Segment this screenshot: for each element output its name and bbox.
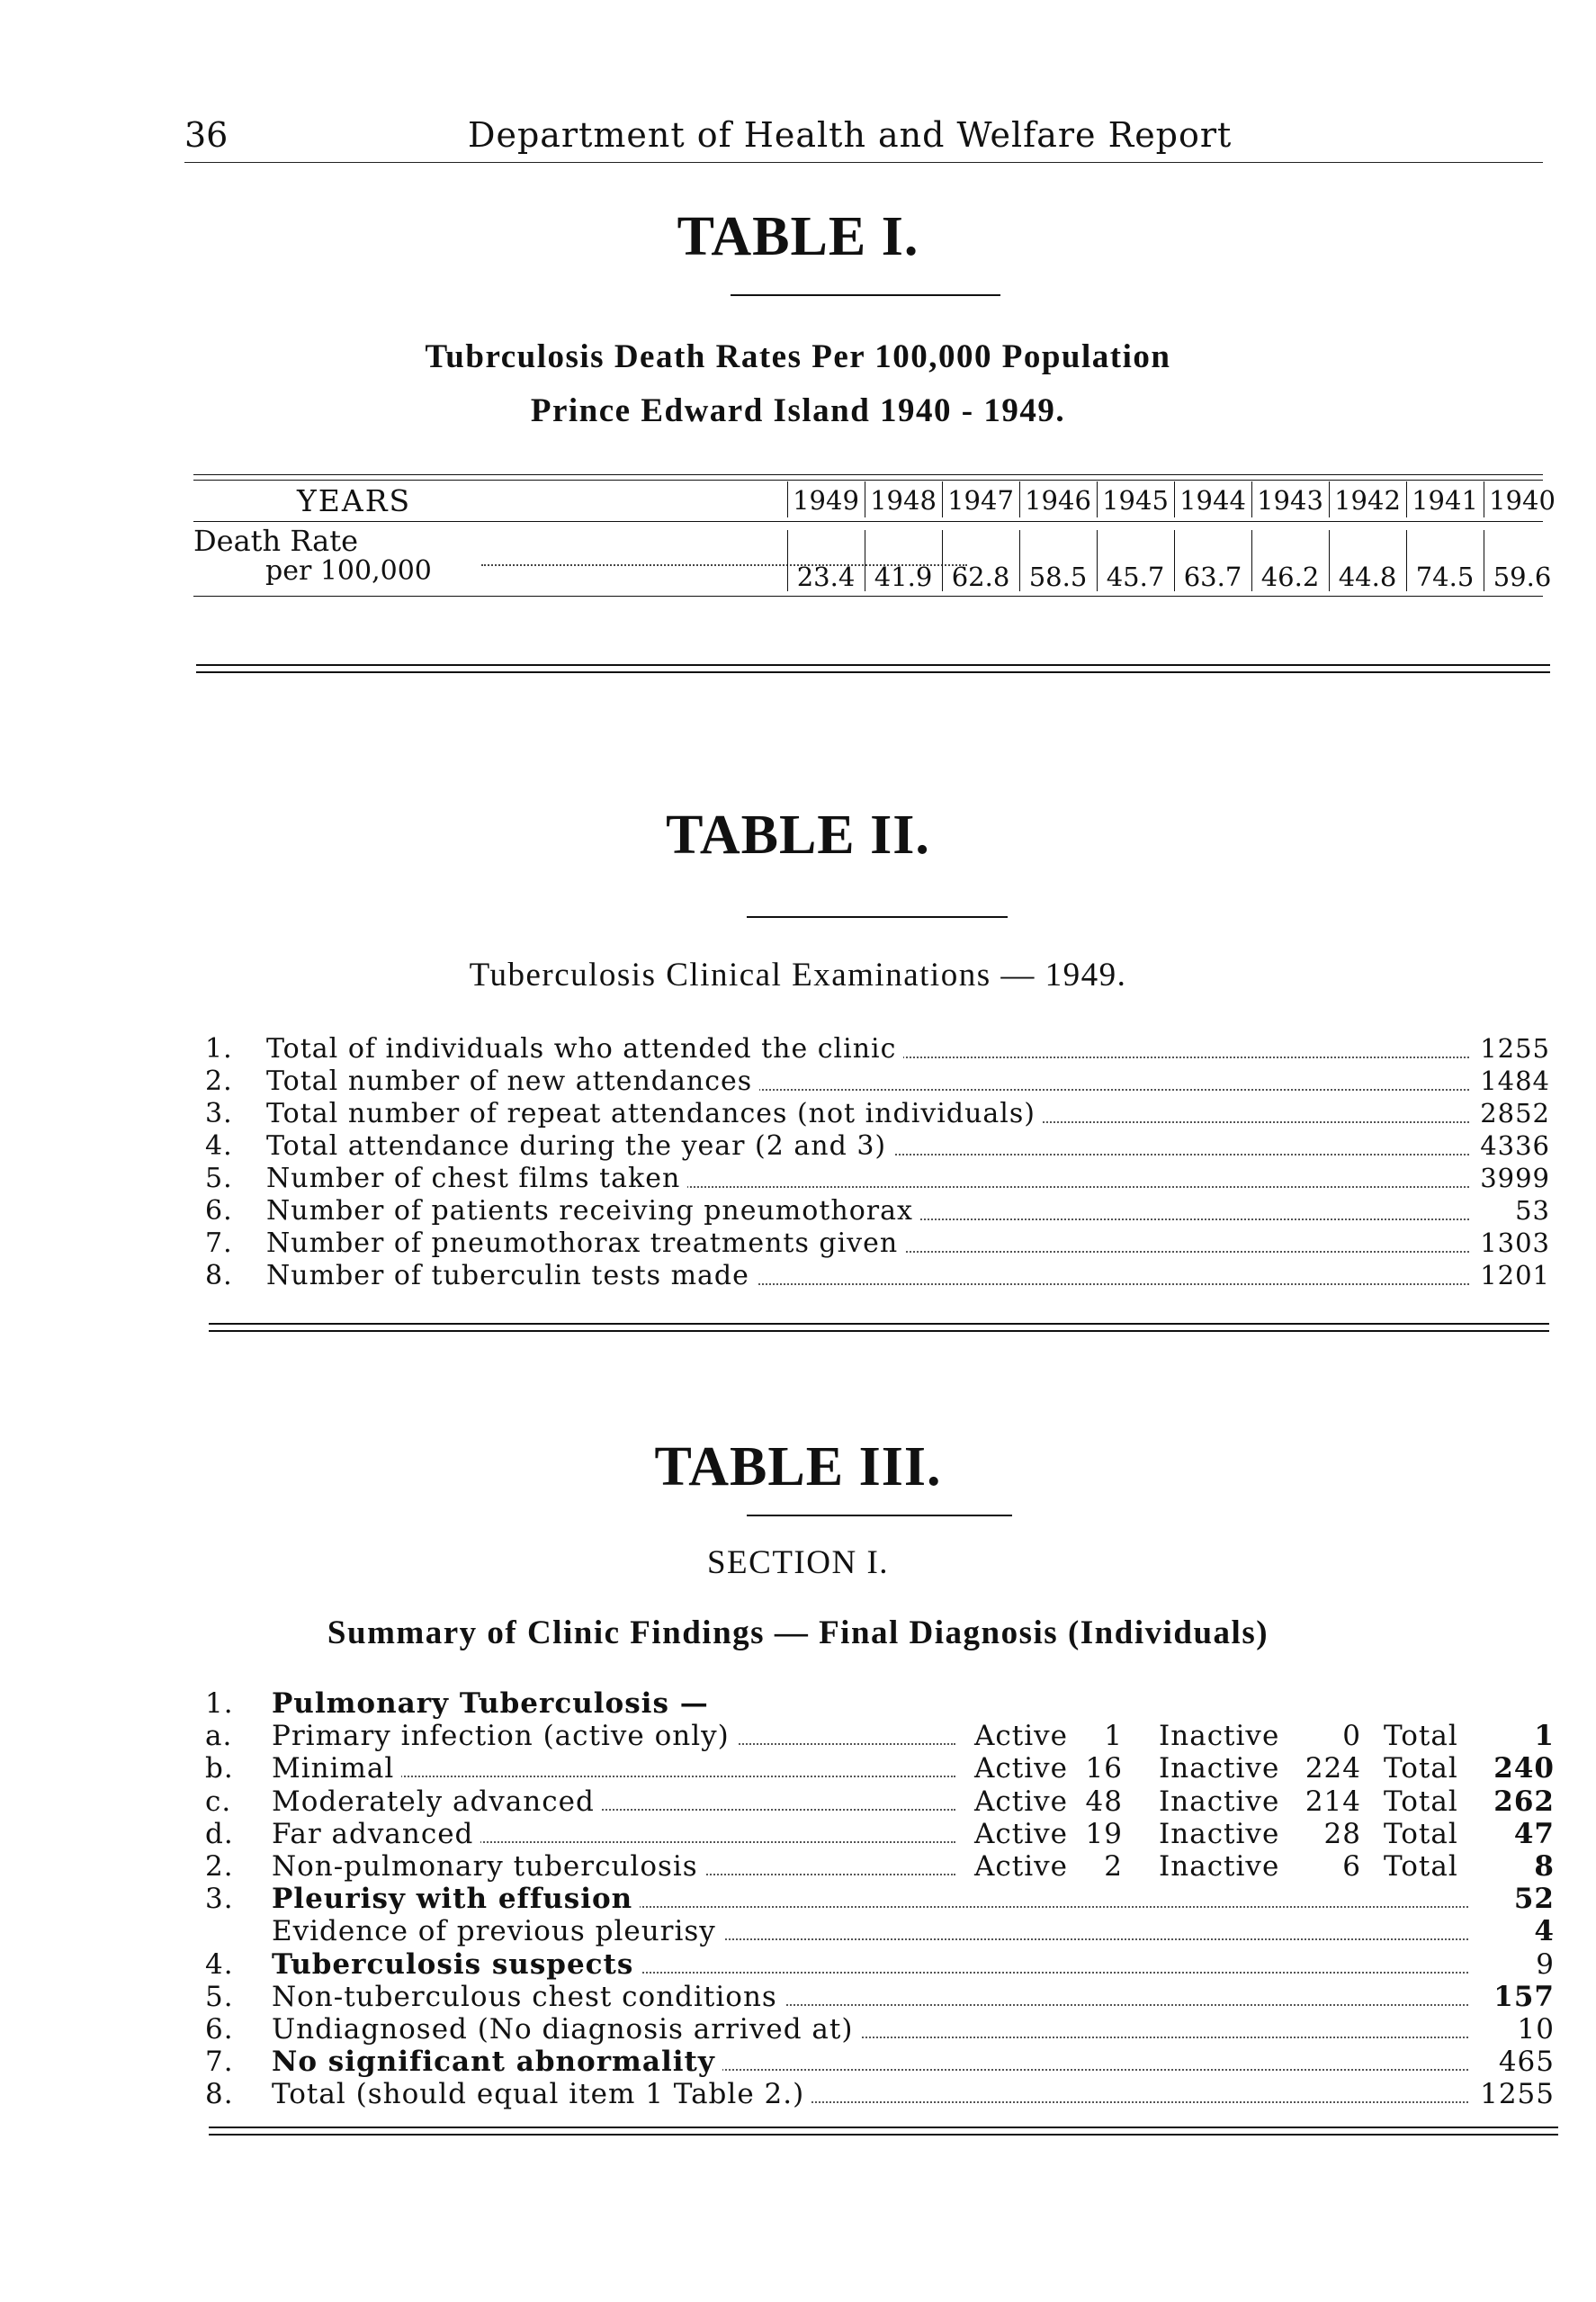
table-row <box>205 1720 1564 1752</box>
table-row <box>205 2078 1564 2110</box>
item-label: Pulmonary Tuberculosis — <box>272 1687 716 1720</box>
death-rate-value: 23.4 <box>796 562 856 592</box>
table1-bottom-rule <box>193 596 1543 597</box>
inactive-count: 224 <box>1305 1752 1361 1785</box>
list-item <box>205 1195 1550 1227</box>
table-row <box>205 1818 1564 1850</box>
table3-title-rule <box>747 1515 1012 1516</box>
column-separator <box>1097 530 1098 591</box>
table1-end-rule <box>196 664 1550 666</box>
table-row <box>205 1752 1564 1785</box>
death-rate-value: 58.5 <box>1028 562 1088 592</box>
total-count: 240 <box>1493 1752 1555 1785</box>
inactive-label: Inactive <box>1159 1850 1280 1883</box>
column-separator <box>1174 530 1175 591</box>
inactive-count: 6 <box>1342 1850 1361 1883</box>
death-rate-value: 41.9 <box>874 562 933 592</box>
item-value: 465 <box>1498 2046 1555 2079</box>
item-number: 8. <box>205 2078 234 2111</box>
active-count: 16 <box>1085 1752 1123 1785</box>
header-rule <box>184 162 1543 163</box>
active-label: Active <box>974 1752 1068 1785</box>
total-count: 262 <box>1493 1785 1555 1818</box>
table2-title: TABLE II. <box>666 805 930 866</box>
item-value: 4336 <box>1480 1130 1550 1161</box>
death-rate-value: 46.2 <box>1260 562 1320 592</box>
table1-end-rule-2 <box>196 671 1550 673</box>
total-count: 1 <box>1534 1720 1555 1753</box>
death-rate-value: 45.7 <box>1106 562 1165 592</box>
table-row <box>205 1948 1564 1981</box>
death-rate-value: 44.8 <box>1338 562 1397 592</box>
active-count: 1 <box>1104 1720 1123 1753</box>
item-number: 4. <box>205 1947 234 1981</box>
list-item <box>205 1130 1550 1163</box>
year-header: 1944 <box>1179 485 1246 516</box>
death-rate-label: Death Rate <box>193 524 359 558</box>
table-row <box>205 1981 1564 2013</box>
item-number: 1. <box>205 1033 233 1065</box>
year-header: 1948 <box>870 485 937 516</box>
inactive-label: Inactive <box>1159 1785 1280 1818</box>
item-number: 1. <box>205 1687 234 1720</box>
year-header: 1947 <box>947 485 1014 516</box>
column-separator <box>1251 481 1252 517</box>
table1-top-rule-2 <box>193 480 1543 481</box>
item-value: 9 <box>1536 1947 1555 1981</box>
table1-title-rule <box>731 294 1000 296</box>
item-label: Total number of repeat attendances (not individuals) <box>266 1098 1043 1129</box>
table2-title-rule <box>747 916 1008 918</box>
table3-title: TABLE III. <box>654 1436 942 1497</box>
table2-end-rule-2 <box>209 1330 1549 1332</box>
item-value: 1255 <box>1480 2078 1555 2111</box>
item-number: c. <box>205 1785 232 1818</box>
inactive-count: 0 <box>1342 1720 1361 1753</box>
table3-subtitle: Summary of Clinic Findings — Final Diagnosis (Individuals) <box>327 1614 1269 1651</box>
item-number: 8. <box>205 1260 233 1291</box>
inactive-count: 28 <box>1323 1817 1361 1850</box>
year-header: 1946 <box>1025 485 1091 516</box>
column-separator <box>1329 481 1330 517</box>
item-label: Total (should equal item 1 Table 2.) <box>272 2078 811 2110</box>
item-label: Number of tuberculin tests made <box>266 1260 757 1291</box>
table-row <box>205 1883 1564 1915</box>
inactive-label: Inactive <box>1159 1752 1280 1785</box>
item-label: Non-tuberculous chest conditions <box>272 1981 785 2013</box>
item-number: 7. <box>205 1227 233 1259</box>
item-label: Primary infection (active only) <box>272 1720 737 1752</box>
column-separator <box>942 530 943 591</box>
list-item <box>205 1033 1550 1066</box>
column-separator <box>1019 530 1020 591</box>
item-number: 4. <box>205 1130 233 1162</box>
table1-subtitle-2: Prince Edward Island 1940 - 1949. <box>530 392 1066 429</box>
item-value: 1201 <box>1480 1260 1550 1290</box>
item-label: Total number of new attendances <box>266 1066 759 1097</box>
table2-subtitle: Tuberculosis Clinical Examinations — 1949. <box>469 957 1127 994</box>
item-number: 5. <box>205 1163 233 1194</box>
item-label: Total attendance during the year (2 and 3) <box>266 1130 893 1162</box>
item-value: 3999 <box>1480 1163 1550 1193</box>
item-label: No significant abnormality <box>272 2046 722 2078</box>
table-row <box>205 1687 1564 1720</box>
item-number: d. <box>205 1817 234 1850</box>
item-number: 5. <box>205 1980 234 2013</box>
item-number: 2. <box>205 1066 233 1097</box>
table-row <box>205 2046 1564 2078</box>
death-rate-value: 74.5 <box>1415 562 1475 592</box>
list-item <box>205 1227 1550 1260</box>
item-label: Pleurisy with effusion <box>272 1883 640 1915</box>
list-item <box>205 1260 1550 1292</box>
item-label: Tuberculosis suspects <box>272 1948 641 1981</box>
table-row <box>205 2013 1564 2046</box>
death-rate-value: 63.7 <box>1183 562 1242 592</box>
active-label: Active <box>974 1850 1068 1883</box>
running-header <box>184 115 1543 160</box>
item-number: 3. <box>205 1098 233 1129</box>
year-header: 1945 <box>1102 485 1169 516</box>
active-count: 2 <box>1104 1850 1123 1883</box>
item-label: Number of patients receiving pneumothorax <box>266 1195 920 1227</box>
item-number: 6. <box>205 1195 233 1227</box>
item-value: 1303 <box>1480 1227 1550 1258</box>
column-separator <box>942 481 943 517</box>
page-number: 36 <box>184 115 229 155</box>
table-row <box>205 1915 1564 1947</box>
table2-end-rule <box>209 1323 1549 1325</box>
table1-subtitle-1: Tubrculosis Death Rates Per 100,000 Population <box>425 338 1171 375</box>
item-value: 2852 <box>1480 1098 1550 1129</box>
table-row <box>205 1785 1564 1818</box>
column-separator <box>787 481 788 517</box>
item-label: Evidence of previous pleurisy <box>272 1915 723 1947</box>
running-title: Department of Health and Welfare Report <box>468 115 1233 155</box>
year-header: 1941 <box>1412 485 1478 516</box>
item-value: 157 <box>1493 1980 1555 2013</box>
column-separator <box>1019 481 1020 517</box>
item-number: 2. <box>205 1850 234 1883</box>
active-count: 19 <box>1085 1817 1123 1850</box>
total-label: Total <box>1384 1720 1458 1753</box>
year-header: 1943 <box>1257 485 1323 516</box>
active-label: Active <box>974 1720 1068 1753</box>
active-label: Active <box>974 1817 1068 1850</box>
item-number: b. <box>205 1752 234 1785</box>
table1-top-rule <box>193 474 1543 475</box>
inactive-label: Inactive <box>1159 1817 1280 1850</box>
column-separator <box>1406 481 1407 517</box>
total-count: 47 <box>1513 1817 1555 1850</box>
year-header: 1940 <box>1489 485 1556 516</box>
inactive-count: 214 <box>1305 1785 1361 1818</box>
item-label: Far advanced <box>272 1818 480 1850</box>
total-count: 8 <box>1534 1850 1555 1883</box>
column-separator <box>1097 481 1098 517</box>
year-header: 1942 <box>1334 485 1401 516</box>
total-label: Total <box>1384 1785 1458 1818</box>
table3-end-rule-2 <box>209 2134 1558 2136</box>
table1-title: TABLE I. <box>677 206 919 267</box>
item-label: Number of pneumothorax treatments given <box>266 1227 905 1259</box>
death-rate-value: 62.8 <box>951 562 1010 592</box>
death-rate-value: 59.6 <box>1493 562 1552 592</box>
item-value: 4 <box>1534 1915 1555 1948</box>
column-separator <box>1406 530 1407 591</box>
death-rate-table <box>193 474 1556 600</box>
list-item <box>205 1066 1550 1098</box>
item-label: Minimal <box>272 1752 401 1785</box>
item-label: Moderately advanced <box>272 1785 602 1818</box>
per-population-label: per 100,000 <box>265 555 432 587</box>
item-value: 53 <box>1515 1195 1550 1226</box>
column-separator <box>1174 481 1175 517</box>
column-separator <box>1251 530 1252 591</box>
total-label: Total <box>1384 1850 1458 1883</box>
item-label: Total of individuals who attended the clinic <box>266 1033 903 1065</box>
inactive-label: Inactive <box>1159 1720 1280 1753</box>
list-item <box>205 1098 1550 1130</box>
item-number: a. <box>205 1720 233 1753</box>
active-label: Active <box>974 1785 1068 1818</box>
active-count: 48 <box>1085 1785 1123 1818</box>
item-label: Undiagnosed (No diagnosis arrived at) <box>272 2013 860 2046</box>
item-value: 52 <box>1513 1883 1555 1916</box>
item-number: 6. <box>205 2013 234 2046</box>
item-label: Number of chest films taken <box>266 1163 687 1194</box>
table3-section: SECTION I. <box>706 1544 890 1581</box>
item-label: Non-pulmonary tuberculosis <box>272 1850 705 1883</box>
total-label: Total <box>1384 1817 1458 1850</box>
column-separator <box>787 530 788 591</box>
table1-header-rule <box>193 521 1543 522</box>
item-value: 1255 <box>1480 1033 1550 1064</box>
item-number: 3. <box>205 1883 234 1916</box>
table-row <box>205 1850 1564 1883</box>
table3-end-rule <box>209 2127 1558 2128</box>
list-item <box>205 1163 1550 1195</box>
years-label: YEARS <box>297 483 412 518</box>
item-number: 7. <box>205 2046 234 2079</box>
item-value: 10 <box>1517 2013 1555 2046</box>
total-label: Total <box>1384 1752 1458 1785</box>
year-header: 1949 <box>793 485 859 516</box>
item-value: 1484 <box>1480 1066 1550 1096</box>
column-separator <box>1329 530 1330 591</box>
